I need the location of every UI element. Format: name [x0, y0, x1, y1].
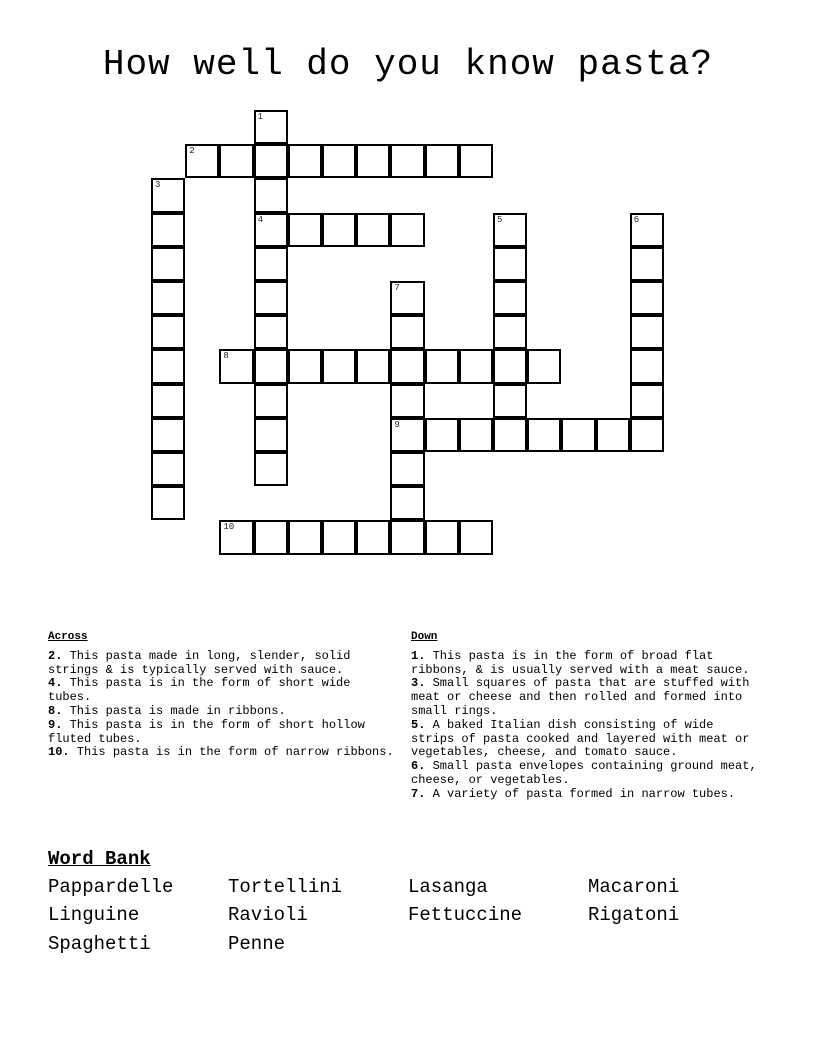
grid-cell: [630, 247, 664, 281]
down-clue: 5. A baked Italian dish consisting of wide strips of pasta cooked and layered with meat or vegetables, cheese, and tomato sauce.: [411, 717, 750, 760]
clue-number: 9: [394, 419, 400, 430]
grid-cell: [390, 144, 424, 178]
word-bank-item: Penne: [228, 933, 286, 955]
across-clue: 8. This pasta is made in ribbons.: [48, 703, 286, 718]
grid-cell: [425, 349, 459, 383]
clue-number: 2: [189, 146, 195, 157]
grid-cell: [254, 178, 288, 212]
down-clue: 3. Small squares of pasta that are stuffed with meat or cheese and then rolled and formed into small rings.: [411, 676, 750, 718]
grid-cell: [356, 520, 390, 554]
clue-number: 10: [223, 522, 235, 533]
grid-cell: [390, 213, 424, 247]
word-bank-item: Rigatoni: [588, 904, 680, 926]
down-heading: Down: [411, 631, 438, 643]
grid-cell: [219, 144, 253, 178]
grid-cell: [254, 418, 288, 452]
across-heading: Across: [48, 631, 88, 643]
grid-cell: [151, 384, 185, 418]
grid-cell: [561, 418, 595, 452]
grid-cell: [151, 315, 185, 349]
grid-cell: [254, 281, 288, 315]
grid-cell: [596, 418, 630, 452]
grid-cell: [390, 315, 424, 349]
grid-cell: [390, 520, 424, 554]
grid-cell: [493, 247, 527, 281]
grid-cell: [322, 144, 356, 178]
grid-cell: [288, 520, 322, 554]
page-title: How well do you know pasta?: [102, 44, 714, 85]
grid-cell: [322, 520, 356, 554]
clue-number: 1: [257, 112, 263, 122]
grid-cell: [390, 384, 424, 418]
grid-cell: [322, 213, 356, 247]
word-bank-item: Fettuccine: [408, 904, 523, 926]
grid-cell: [390, 452, 424, 486]
grid-cell: [527, 349, 561, 383]
across-clue: 10. This pasta is in the form of narrow ribbons.: [48, 745, 394, 760]
grid-cell: [254, 520, 288, 554]
grid-cell: [288, 213, 322, 247]
grid-cell: [390, 418, 424, 452]
grid-cell: [254, 384, 288, 418]
grid-cell: [493, 281, 527, 315]
grid-cell: [630, 315, 664, 349]
down-clues: [411, 631, 763, 802]
grid-cell: [493, 384, 527, 418]
word-bank-title: Word Bank: [48, 848, 151, 870]
grid-cell: [151, 349, 185, 383]
grid-cell: [254, 213, 288, 247]
word-bank-item: Linguine: [48, 904, 140, 926]
grid-cell: [254, 315, 288, 349]
across-clue: 4. This pasta is in the form of short wide tubes.: [48, 676, 351, 705]
grid-cell: [288, 349, 322, 383]
grid-cell: [527, 418, 561, 452]
clue-number: 5: [497, 214, 503, 225]
grid-cell: [630, 281, 664, 315]
grid-cell: [425, 418, 459, 452]
clue-number: 8: [223, 351, 229, 362]
grid-cell: [151, 213, 185, 247]
grid-cell: [151, 486, 185, 520]
grid-cell: [459, 418, 493, 452]
grid-cell: [630, 213, 664, 247]
grid-cell: [630, 349, 664, 383]
clue-number: 4: [257, 214, 263, 225]
word-bank-item: Macaroni: [588, 876, 680, 898]
grid-cell: [185, 144, 219, 178]
down-clue: 6. Small pasta envelopes containing ground meat, cheese, or vegetables.: [411, 759, 757, 787]
grid-cell: [425, 520, 459, 554]
grid-cell: [356, 349, 390, 383]
across-clues: [48, 631, 400, 760]
grid-cell: [356, 144, 390, 178]
grid-cell: [493, 315, 527, 349]
clue-number: 6: [633, 214, 640, 225]
word-bank-item: Pappardelle: [48, 876, 174, 898]
grid-cell: [630, 384, 664, 418]
down-clue: 7. A variety of pasta formed in narrow tubes.: [411, 786, 736, 801]
grid-cell: [459, 520, 493, 554]
word-bank-item: Lasanga: [408, 876, 488, 898]
grid-cell: [219, 520, 253, 554]
clue-number: 3: [155, 180, 161, 191]
word-bank-item: Tortellini: [228, 876, 343, 898]
grid-cell: [288, 144, 322, 178]
grid-cell: [425, 144, 459, 178]
grid-cell: [322, 349, 356, 383]
grid-cell: [151, 178, 185, 212]
word-bank-item: Ravioli: [228, 904, 308, 926]
grid-cell: [356, 213, 390, 247]
grid-cell: [390, 486, 424, 520]
grid-cell: [459, 349, 493, 383]
clue-number: 7: [394, 283, 400, 293]
grid-cell: [254, 247, 288, 281]
grid-cell: [151, 452, 185, 486]
grid-cell: [630, 418, 664, 452]
across-clue: 9. This pasta is in the form of short hollow fluted tubes.: [48, 717, 365, 746]
grid-cell: [254, 144, 288, 178]
grid-cell: [493, 213, 527, 247]
grid-cell: [390, 281, 424, 315]
word-bank-item: Spaghetti: [48, 933, 151, 955]
grid-cell: [151, 418, 185, 452]
across-clue: 2. This pasta made in long, slender, solid strings & is typically served with sauce.: [48, 648, 351, 677]
grid-cell: [254, 110, 288, 144]
grid-cell: [459, 144, 493, 178]
grid-cell: [493, 349, 527, 383]
grid-cell: [254, 349, 288, 383]
grid-cell: [254, 452, 288, 486]
down-clue: 1. This pasta is in the form of broad flat ribbons, & is usually served with a meat sauce.: [411, 648, 750, 677]
grid-cell: [493, 418, 527, 452]
grid-cell: [151, 281, 185, 315]
grid-cell: [390, 349, 424, 383]
grid-cell: [219, 349, 253, 383]
grid-cell: [151, 247, 185, 281]
